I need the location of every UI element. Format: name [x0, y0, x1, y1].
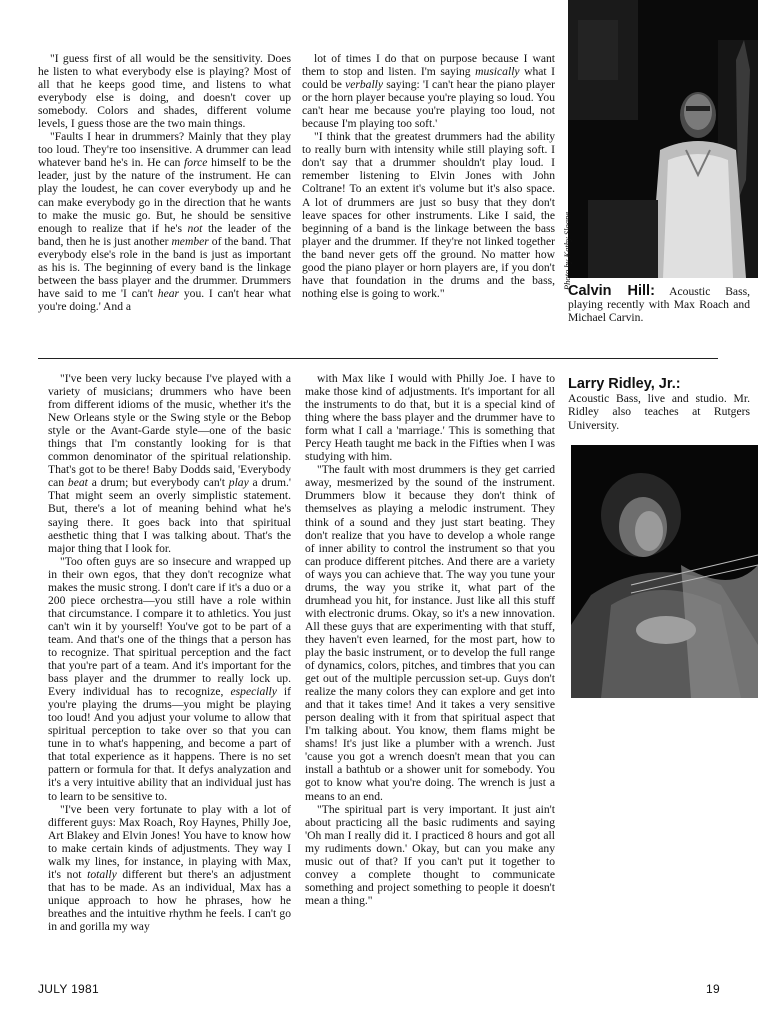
- italic-emphasis: hear: [157, 286, 180, 300]
- text-run: "Too often guys are so insecure and wrapped up in their own egos, that they don't recognize what makes the music strong. I don't care if it's a duo or a 200 piece orchestra—you still have a role within that circumstance. I compare it to athletics. You just can't win it by yourself! You've got to be part of a team. And that's one of the things that a person has to recognize. That spiritual perception and the fact that you're part of a team. And it's important for the bass player and the drummer to really lock up. Every individual has to recognize,: [48, 554, 291, 699]
- text-run: a drum; but everybody can't: [87, 476, 229, 490]
- caption-name-larry-ridley: Larry Ridley, Jr.:: [568, 376, 681, 392]
- italic-emphasis: musically: [475, 65, 520, 79]
- text-run: what I could be: [302, 65, 555, 92]
- text-run: a drum.' That might seem an overly simplistic statement. But, there's a lot of meaning behind what he's saying there. It goes back into that spiritual aesthetic thing that I was talking about. That's the major thing that I look for.: [48, 476, 291, 555]
- larry-ridley-photo-image: [571, 445, 758, 698]
- caption-text-larry-ridley: Acoustic Bass, live and studio. Mr. Ridley also teaches at Rutgers University.: [568, 392, 750, 432]
- paragraph: [302, 52, 555, 130]
- photo-credit: [557, 211, 572, 292]
- text-run: himself to be the leader, just by the nature of the instrument. He can play the loudest, he can cover everybody up and he can make everybody go in the direction that he wants to make the music go. But, he should be sensitive enough to realize that if he's: [38, 156, 291, 235]
- paragraph: [305, 372, 555, 463]
- italic-emphasis: beat: [67, 476, 88, 490]
- paragraph: [305, 803, 555, 907]
- caption-name-calvin-hill: Calvin Hill:: [568, 283, 655, 299]
- text-run: "I think that the greatest drummers had the ability to really burn with intensity while still playing soft. I don't say that a drummer shouldn't play loud. I remember listening to Elvin Jones with John Coltrane! To an extent it's volume but it's also space. A lot of drummers are just so busy that they don't leave spaces for other instruments. Like I said, the beginning of a band is the linkage between the bass player and the drummer. If they're not linked together the band never gets off the ground. No matter how good the piano player or horn players are, if you don't have that foundation in the drums and the bass, nothing else is going to work.": [302, 130, 555, 300]
- text-run: "The spiritual part is very important. It just ain't about practicing all the basic rudiments and saying 'Oh man I really did it. I practiced 8 hours and got all my rudiments down.' Okay, but can you make any music out of that? If you can't put it together to convey a complete thought to communicate something and project something to people it doesn't mean a thing.": [305, 802, 555, 907]
- text-run: lot of times I do that on purpose because I want them to stop and listen. I'm saying: [302, 52, 555, 79]
- article-column-4: [305, 372, 555, 907]
- photo-calvin-hill: [568, 0, 758, 278]
- paragraph: [48, 555, 291, 803]
- paragraph: [48, 372, 291, 555]
- article-column-1: [38, 52, 291, 313]
- caption-larry-ridley: [568, 378, 750, 432]
- italic-emphasis: totally: [87, 867, 117, 881]
- paragraph: [48, 803, 291, 933]
- italic-emphasis: not: [187, 221, 203, 235]
- caption-text-calvin-hill: Acoustic Bass, playing recently with Max Roach and Michael Carvin.: [568, 285, 751, 325]
- paragraph: [38, 52, 291, 130]
- text-run: "I've been very fortunate to play with a lot of different guys: Max Roach, Roy Haynes, Philly Joe, Art Blakey and Elvin Jones! You have to know how to make certain kinds of adjustments. They way I walk my lines, for instance, in playing with Max, it's not: [48, 802, 291, 881]
- photo-credit-text: Photo by Kathy Sloane: [562, 211, 572, 291]
- text-run: the leader of the band, then he is just another: [38, 221, 292, 248]
- paragraph: [305, 463, 555, 802]
- article-column-2: [302, 52, 555, 300]
- article-column-3: [48, 372, 291, 933]
- section-divider: [38, 358, 718, 359]
- footer-page-number: 19: [706, 982, 720, 996]
- text-run: if you're playing the drums—you might be playing too loud! And you adjust your volume to allow that spiritual perception to take over so that you can tune in to what's happening, and become a part of that total experience as it happens. There is no set pattern or formula for that. It defys analyzation and it's a very intuitive ability that an individual just has to learn to be sensitive to.: [48, 685, 291, 803]
- italic-emphasis: force: [184, 156, 208, 170]
- text-run: of the band. That everybody else's role in the band is just as important as his is. The beginning of every band is the linkage between the bass player and the drummer. Drummers have said to me 'I can't: [38, 234, 291, 300]
- text-run: you. I can't hear what you're doing.' And a: [38, 286, 292, 313]
- text-run: "I've been very lucky because I've played with a variety of musicians; drummers who have been from different idioms of the music, whether it's the New Orleans style or the Swing style or the Bebop style or the Avant-Garde style—one of the basic things that I'm constantly looking for is that common denominator of the spiritual relationship. That's got to be there! Baby Dodds said, 'Everybody can: [48, 372, 291, 490]
- text-run: saying: 'I can't hear the piano player or the horn player because you're playing so loud. You can't hear me because you're playing too loud, not because I'm playing too soft.': [302, 78, 555, 131]
- paragraph: [302, 130, 555, 300]
- text-run: with Max like I would with Philly Joe. I have to make those kind of adjustments. It's important for all the instruments to do that, but it is a special kind of thing where the bass player and the drummer have to form what I call a 'marriage.' This is something that Percy Heath taught me back in the Fifties when I was studying with him.: [305, 372, 555, 464]
- footer-issue-date: JULY 1981: [38, 982, 99, 996]
- text-run: different but there's an adjustment that has to be made. As an individual, Max has a unique approach to how he phrases, how he breathes and the intuitive rhythm he feels. I can't go in and gorilla my way: [48, 867, 291, 933]
- italic-emphasis: verbally: [345, 78, 384, 92]
- italic-emphasis: especially: [230, 685, 277, 699]
- italic-emphasis: play: [228, 476, 249, 490]
- text-run: "Faults I hear in drummers? Mainly that they play too loud. They're too insensitive. A drummer can lead whatever band he's in. He can: [38, 130, 291, 170]
- photo-larry-ridley: [571, 445, 758, 698]
- italic-emphasis: member: [171, 234, 209, 248]
- text-run: "The fault with most drummers is they get carried away, mesmerized by the sound of the instrument. Drummers blow it because they don't think of themselves as playing a melodic instrument. They think of a sound and they just start beating. They don't realize that you have to develop a whole range of inner ability to control the instrument so that you can produce different pitches. And there are a variety of ways you can achieve that. The way you tune your drums, the way you strike it, what part of the drumhead you hit, for instance. Just like all this stuff with electronic drums. Okay, so it's a new innovation. All these guys that are experimenting with that stuff, they haven't even learned, for the most part, how to play the basic instrument, or to develop the full range of dynamics, colors, pitches, and timbres that you can get out of the multiple percussion set-up. Guys don't realize the many colors they can explore and get into and that it takes time! And it takes a very sensitive person dealing with it from that spiritual aspect that I'm talking about. You know, them flams might be shams! It's just like a plumber with a wrench. Just 'cause you got a wrench doesn't mean that you can install a bathtub or a shower unit for somebody. You got to know what you're doing. The wrench is just a means to an end.: [305, 463, 555, 803]
- calvin-hill-photo-image: [568, 0, 758, 278]
- caption-calvin-hill: [568, 285, 750, 325]
- text-run: "I guess first of all would be the sensitivity. Does he listen to what everybody else is playing? Most of all that he keeps good time, and listens to what everybody else is doing, and doesn't cover up somebody. Colors and shades, different volume levels, I guess those are the two main things.: [38, 52, 291, 131]
- paragraph: [38, 130, 291, 313]
